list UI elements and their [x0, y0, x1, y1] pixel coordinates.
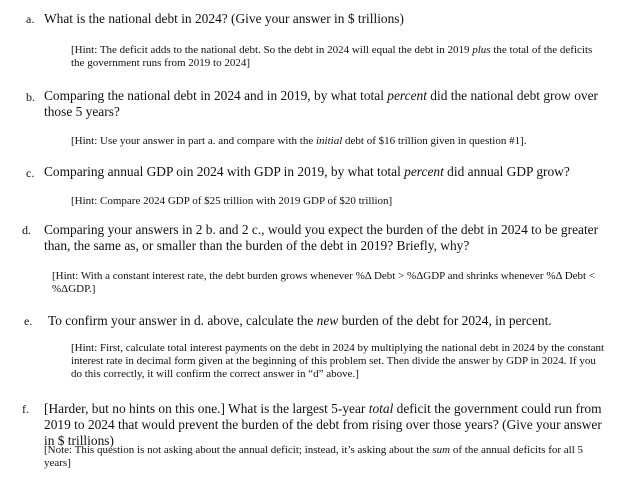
hint-text: [Hint: Use your answer in part a. and compare with the initial debt of $16 trillion given in question #1].: [71, 135, 527, 147]
item-label: d.: [22, 223, 31, 237]
question-text: Comparing annual GDP oin 2024 with GDP in 2019, by what total percent did annual GDP grow?: [44, 164, 570, 179]
item-label: c.: [26, 166, 35, 180]
question-text: Comparing your answers in 2 b. and 2 c., would you expect the burden of the debt in 2024 to be greater than, the same as, or smaller than the burden of the debt in 2019? Briefly, why?: [44, 222, 599, 253]
hint-text: [Hint: With a constant interest rate, the debt burden grows whenever %Δ Debt > %ΔGDP and shrinks whenever %Δ Debt < %ΔGDP.]: [52, 270, 596, 295]
item-label: b.: [26, 90, 35, 104]
hint-text: [Hint: The deficit adds to the national debt. So the debt in 2024 will equal the debt in 2019 plus the total of the deficits the government runs from 2019 to 2024]: [71, 44, 593, 69]
question-text: To confirm your answer in d. above, calculate the new burden of the debt for 2024, in percent.: [48, 313, 552, 328]
question-text: [Harder, but no hints on this one.] What is the largest 5-year total deficit the government could run from 2019 to 2024 that would prevent the burden of the debt from rising over those years? (Give your answer in $ trillions): [44, 401, 602, 448]
hint-text: [Hint: Compare 2024 GDP of $25 trillion with 2019 GDP of $20 trillion]: [71, 195, 393, 207]
question-text: What is the national debt in 2024? (Give your answer in $ trillions): [44, 11, 404, 26]
item-label: e.: [24, 314, 33, 328]
item-label: f.: [22, 402, 29, 416]
note-text: [Note: This question is not asking about the annual deficit; instead, it’s asking about the sum of the annual deficits for all 5 years]: [44, 444, 584, 469]
question-text: Comparing the national debt in 2024 and in 2019, by what total percent did the national debt grow over those 5 years?: [44, 88, 598, 119]
hint-text: [Hint: First, calculate total interest payments on the debt in 2024 by multiplying the national debt in 2024 by the constant interest rate in decimal form given at the beginning of this problem set. Then divide the answer by GDP in 2024. If you do this correctly, it will confirm the correct answer in “d” above.]: [71, 342, 605, 380]
item-label: a.: [26, 12, 35, 26]
